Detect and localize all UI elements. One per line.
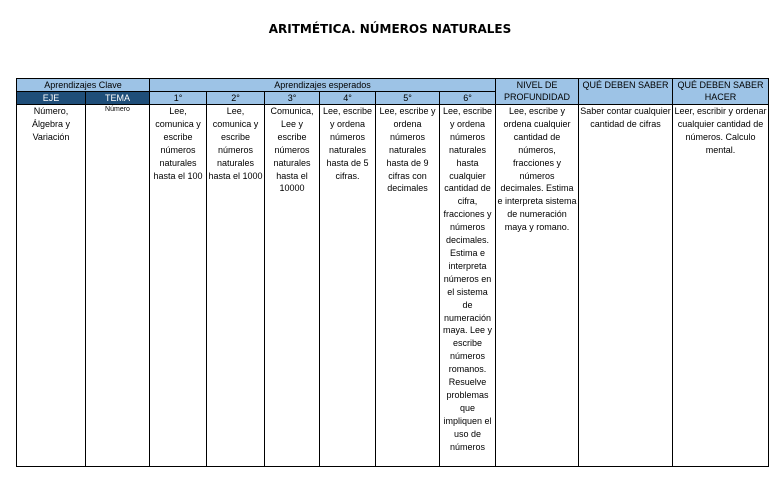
cell-que-deben-saber: Saber contar cualquier cantidad de cifras bbox=[579, 105, 673, 467]
cell-que-deben-saber-hacer: Leer, escribir y ordenar cualquier cantidad de números. Calculo mental. bbox=[673, 105, 769, 467]
header-aprendizajes-esperados: Aprendizajes esperados bbox=[150, 79, 496, 92]
header-tema: TEMA bbox=[86, 92, 150, 105]
header-grade-1: 1° bbox=[150, 92, 207, 105]
cell-eje: Número, Álgebra y Variación bbox=[17, 105, 86, 467]
header-que-deben-saber: QUÉ DEBEN SABER bbox=[579, 79, 673, 105]
cell-tema: Número bbox=[86, 105, 150, 467]
cell-nivel-profundidad: Lee, escribe y ordena cualquier cantidad de números, fracciones y números decimales. Estima e interpreta sistema de numeración maya y romano. bbox=[496, 105, 579, 467]
cell-grade-5: Lee, escribe y ordena números naturales hasta de 9 cifras con decimales bbox=[376, 105, 440, 467]
cell-grade-1: Lee, comunica y escribe números naturales hasta el 100 bbox=[150, 105, 207, 467]
cell-grade-3: Comunica, Lee y escribe números naturales hasta el 10000 bbox=[265, 105, 320, 467]
page-title: ARITMÉTICA. NÚMEROS NATURALES bbox=[268, 22, 512, 36]
cell-grade-6: Lee, escribe y ordena números naturales hasta cualquier cantidad de cifra, fracciones y números decimales. Estima e interpreta números en el sistema de numeración maya. Lee y escribe números romanos. Resuelve problemas que impliquen el uso de números bbox=[440, 105, 496, 467]
cell-grade-2: Lee, comunica y escribe números naturales hasta el 1000 bbox=[207, 105, 265, 467]
header-nivel-profundidad: NIVEL DE PROFUNDIDAD bbox=[496, 79, 579, 105]
header-grade-4: 4° bbox=[320, 92, 376, 105]
cell-grade-4: Lee, escribe y ordena números naturales hasta de 5 cifras. bbox=[320, 105, 376, 467]
header-eje: EJE bbox=[17, 92, 86, 105]
header-grade-5: 5° bbox=[376, 92, 440, 105]
header-grade-3: 3° bbox=[265, 92, 320, 105]
header-que-deben-saber-hacer: QUÉ DEBEN SABER HACER bbox=[673, 79, 769, 105]
curriculum-table bbox=[16, 78, 769, 467]
header-grade-6: 6° bbox=[440, 92, 496, 105]
header-aprendizajes-clave: Aprendizajes Clave bbox=[17, 79, 150, 92]
header-grade-2: 2° bbox=[207, 92, 265, 105]
